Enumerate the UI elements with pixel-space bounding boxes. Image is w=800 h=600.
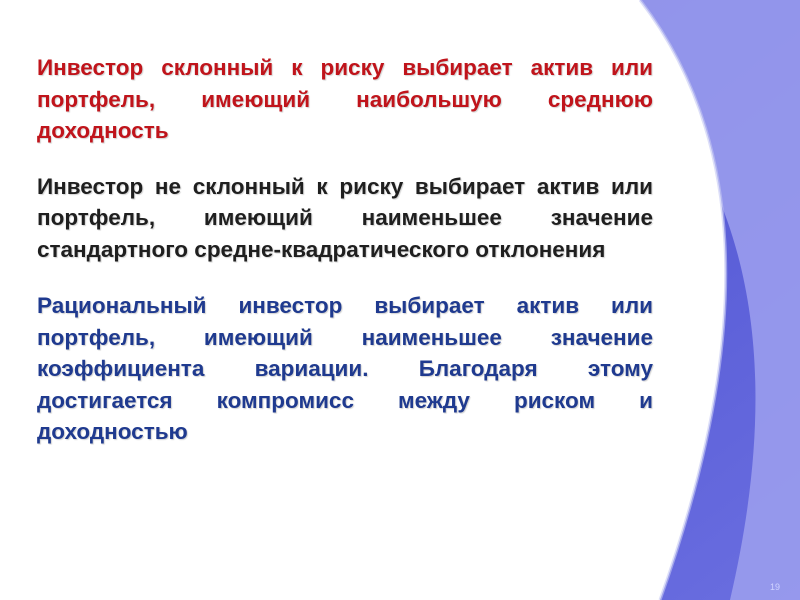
rational-investor-text: Рациональный инвестор выбирает актив или портфель, имеющий наименьшее значение коэффициента вариации. Благодаря этому достигается компромисс между риском и доходностью (37, 293, 653, 444)
page-number: 19 (769, 582, 780, 592)
risk-seeking-investor-text: Инвестор склонный к риску выбирает актив или портфель, имеющий наибольшую среднюю доходность (37, 55, 653, 143)
risk-averse-investor-text: Инвестор не склонный к риску выбирает актив или портфель, имеющий наименьшее значение стандартного средне-квадратического отклонения (37, 173, 653, 262)
slide-content (37, 52, 653, 448)
